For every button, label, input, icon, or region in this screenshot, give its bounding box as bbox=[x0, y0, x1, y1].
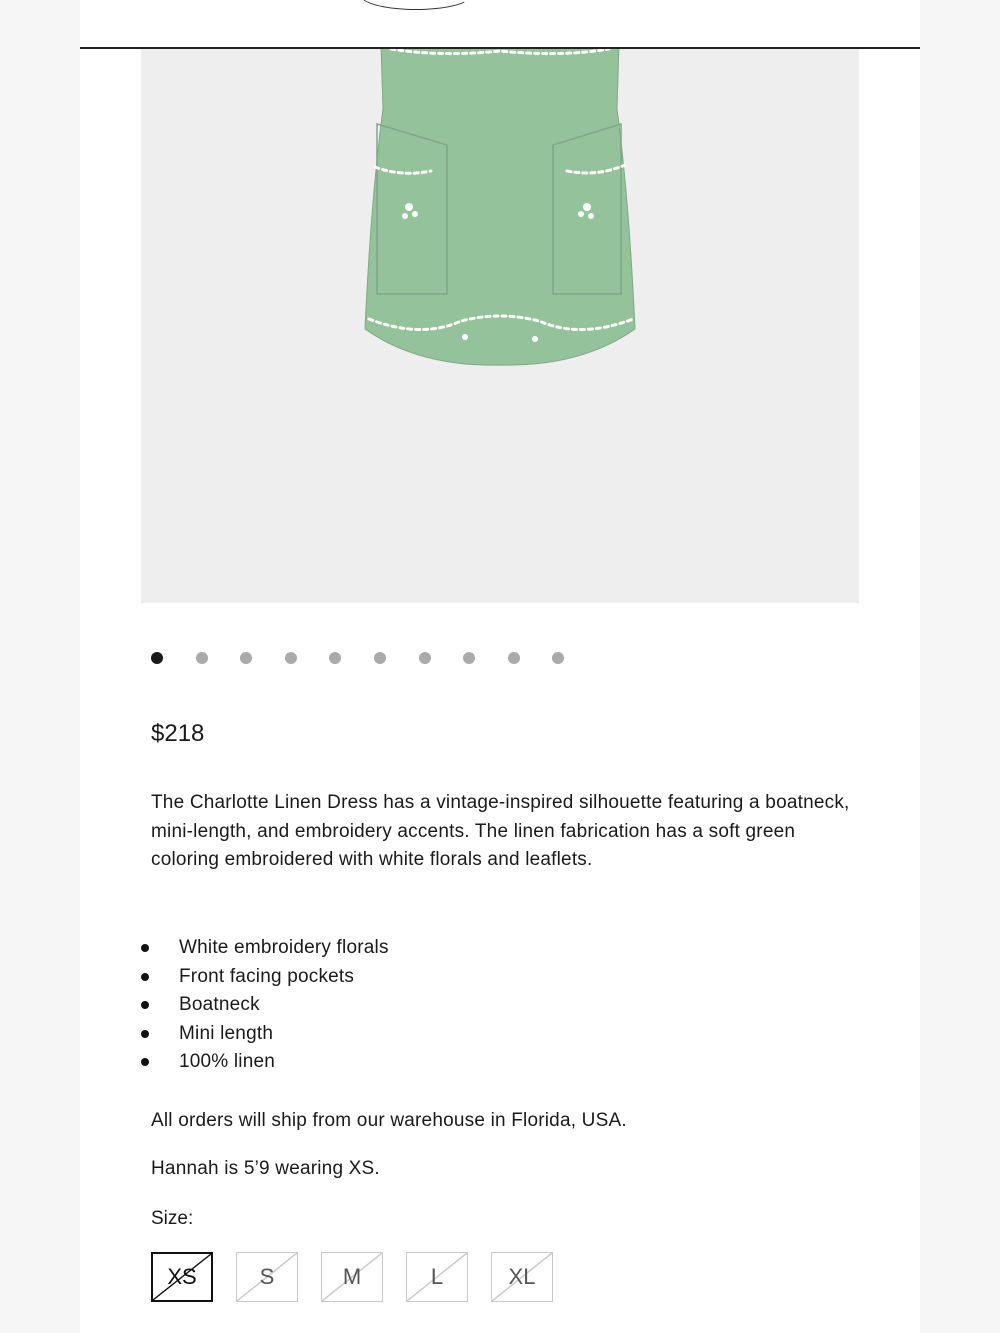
size-option-xs[interactable] bbox=[151, 1252, 213, 1302]
size-option-m[interactable] bbox=[321, 1252, 383, 1302]
product-description: The Charlotte Linen Dress has a vintage-inspired silhouette featuring a boatneck, mini-length, and embroidery accents. The linen fabrication has a soft green coloring embroidered with white florals and leaflets. bbox=[151, 792, 850, 870]
size-option-label: S bbox=[259, 1264, 275, 1289]
gallery-dot-5[interactable] bbox=[329, 652, 341, 664]
feature-item: Boatneck bbox=[151, 991, 389, 1020]
feature-item: Mini length bbox=[151, 1020, 389, 1049]
gallery-dot-4[interactable] bbox=[285, 652, 297, 664]
feature-item: White embroidery florals bbox=[151, 934, 389, 963]
feature-item: 100% linen bbox=[151, 1048, 389, 1077]
size-option-xl[interactable] bbox=[491, 1252, 553, 1302]
model-size-note: Hannah is 5’9 wearing XS. bbox=[151, 1158, 380, 1179]
product-price: $218 bbox=[151, 720, 205, 747]
gallery-dot-9[interactable] bbox=[508, 652, 520, 664]
gallery-dot-3[interactable] bbox=[240, 652, 252, 664]
gallery-dot-6[interactable] bbox=[374, 652, 386, 664]
size-option-label: L bbox=[430, 1264, 444, 1289]
gallery-dot-2[interactable] bbox=[196, 652, 208, 664]
feature-item: Front facing pockets bbox=[151, 963, 389, 992]
gallery-dot-10[interactable] bbox=[552, 652, 564, 664]
gallery-dot-1[interactable] bbox=[151, 652, 163, 664]
size-option-label: XL bbox=[508, 1264, 536, 1289]
product-page bbox=[80, 0, 920, 1333]
size-option-s[interactable] bbox=[236, 1252, 298, 1302]
size-option-l[interactable] bbox=[406, 1252, 468, 1302]
size-option-label: M bbox=[342, 1264, 362, 1289]
product-image bbox=[141, 49, 859, 603]
gallery-dot-8[interactable] bbox=[463, 652, 475, 664]
logo[interactable] bbox=[360, 0, 472, 10]
shipping-note: All orders will ship from our warehouse in Florida, USA. bbox=[151, 1110, 627, 1131]
size-label: Size: bbox=[151, 1208, 194, 1229]
product-image-gallery[interactable] bbox=[141, 49, 859, 603]
gallery-dot-7[interactable] bbox=[419, 652, 431, 664]
feature-list bbox=[151, 934, 389, 1077]
size-option-label: XS bbox=[167, 1264, 197, 1289]
gallery-pagination bbox=[151, 652, 591, 666]
site-header bbox=[80, 0, 920, 49]
